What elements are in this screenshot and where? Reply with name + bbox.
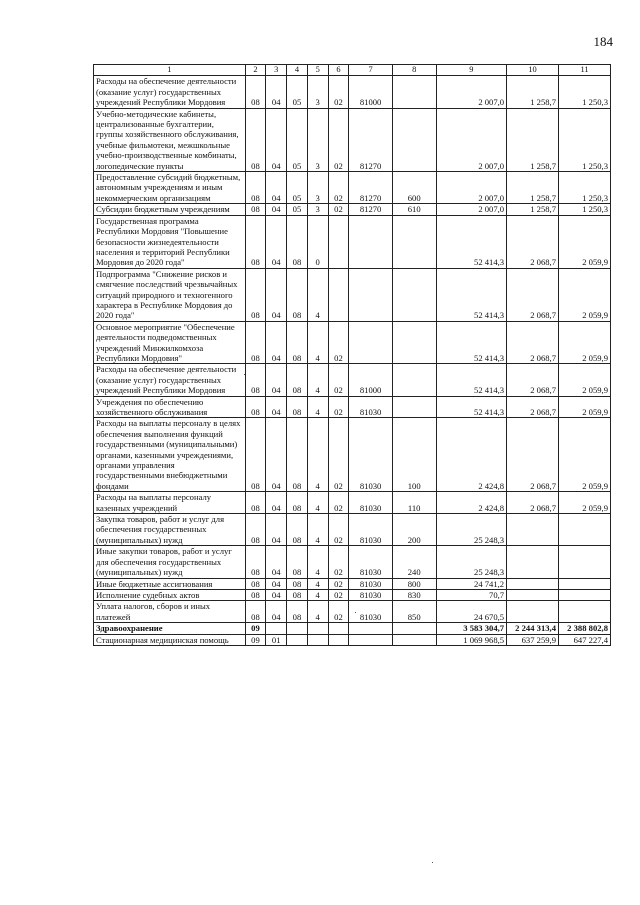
amount-col10: 637 259,9 <box>507 634 559 645</box>
code-expense-type <box>392 108 436 171</box>
amount-col9: 70,7 <box>436 589 507 600</box>
code-program <box>287 634 308 645</box>
code-section: 08 <box>245 321 266 364</box>
table-row <box>94 546 611 578</box>
amount-col11: 2 059,9 <box>559 492 611 514</box>
code-subsection: 04 <box>266 418 287 492</box>
amount-col10: 1 258,7 <box>507 172 559 204</box>
row-name: Учебно-методические кабинеты, централизованные бухгалтерии, группы хозяйственного обслуживания, учебные фильмотеки, межшкольные учебно-производственные комбинаты, логопедические пункты <box>94 108 246 171</box>
code-direction: 81000 <box>349 364 393 396</box>
code-expense-type: 830 <box>392 589 436 600</box>
code-program: 08 <box>287 268 308 321</box>
code-subprogram: 0 <box>307 215 328 268</box>
table-row <box>94 418 611 492</box>
amount-col11: 2 059,9 <box>559 418 611 492</box>
amount-col10: 2 068,7 <box>507 215 559 268</box>
row-name: Предоставление субсидий бюджетным, автономным учреждениям и иным некоммерческим организациям <box>94 172 246 204</box>
code-direction <box>349 321 393 364</box>
amount-col10: 1 258,7 <box>507 76 559 108</box>
column-header: 4 <box>287 65 308 76</box>
header-row <box>94 65 611 76</box>
row-name: Расходы на обеспечение деятельности (оказание услуг) государственных учреждений Республики Мордовия <box>94 364 246 396</box>
amount-col9: 52 414,3 <box>436 215 507 268</box>
code-expense-type: 240 <box>392 546 436 578</box>
amount-col10: 2 068,7 <box>507 418 559 492</box>
amount-col10 <box>507 578 559 589</box>
amount-col11: 2 059,9 <box>559 321 611 364</box>
column-header: 1 <box>94 65 246 76</box>
amount-col11 <box>559 546 611 578</box>
amount-col10 <box>507 589 559 600</box>
row-name: Основное мероприятие "Обеспечение деятельности подведомственных учреждений Минжилкомхоза Республики Мордовия" <box>94 321 246 364</box>
amount-col9: 24 741,2 <box>436 578 507 589</box>
code-expense-type: 800 <box>392 578 436 589</box>
code-subsection <box>266 623 287 634</box>
code-event: 02 <box>328 364 349 396</box>
code-subsection: 04 <box>266 589 287 600</box>
amount-col11 <box>559 589 611 600</box>
code-event <box>328 623 349 634</box>
code-program: 08 <box>287 215 308 268</box>
code-direction: 81030 <box>349 546 393 578</box>
code-event: 02 <box>328 578 349 589</box>
code-expense-type: 110 <box>392 492 436 514</box>
row-name: Подпрограмма "Снижение рисков и смягчение последствий чрезвычайных ситуаций природного и техногенного характера в Республике Мордовия до 2020 года" <box>94 268 246 321</box>
code-direction: 81030 <box>349 589 393 600</box>
amount-col10: 2 068,7 <box>507 492 559 514</box>
row-name: Учреждения по обеспечению хозяйственного обслуживания <box>94 396 246 418</box>
code-direction <box>349 215 393 268</box>
page-number: 184 <box>593 34 613 49</box>
code-section: 08 <box>245 268 266 321</box>
code-program: 08 <box>287 492 308 514</box>
code-direction <box>349 634 393 645</box>
code-subsection: 04 <box>266 546 287 578</box>
code-subsection: 04 <box>266 108 287 171</box>
amount-col10: 2 068,7 <box>507 364 559 396</box>
amount-col11: 2 059,9 <box>559 215 611 268</box>
amount-col9: 2 007,0 <box>436 108 507 171</box>
table-row <box>94 321 611 364</box>
amount-col11: 2 059,9 <box>559 396 611 418</box>
code-expense-type <box>392 623 436 634</box>
table-row <box>94 634 611 645</box>
code-subsection: 04 <box>266 364 287 396</box>
code-expense-type <box>392 268 436 321</box>
code-expense-type: 850 <box>392 601 436 623</box>
code-subsection: 04 <box>266 514 287 546</box>
code-program: 08 <box>287 546 308 578</box>
amount-col9: 25 248,3 <box>436 546 507 578</box>
table-row <box>94 215 611 268</box>
code-section: 08 <box>245 76 266 108</box>
amount-col10 <box>507 546 559 578</box>
row-name: Уплата налогов, сборов и иных платежей <box>94 601 246 623</box>
code-section: 09 <box>245 623 266 634</box>
code-section: 08 <box>245 396 266 418</box>
code-direction <box>349 268 393 321</box>
scan-speck <box>355 612 356 613</box>
amount-col10 <box>507 514 559 546</box>
code-subprogram: 4 <box>307 418 328 492</box>
code-event <box>328 634 349 645</box>
code-subsection: 04 <box>266 76 287 108</box>
code-section: 08 <box>245 514 266 546</box>
amount-col9: 2 007,0 <box>436 204 507 215</box>
table-row <box>94 76 611 108</box>
code-program: 08 <box>287 589 308 600</box>
code-subsection: 04 <box>266 578 287 589</box>
column-header: 5 <box>307 65 328 76</box>
column-header: 8 <box>392 65 436 76</box>
row-name: Здравоохранение <box>94 623 246 634</box>
amount-col9: 2 424,8 <box>436 418 507 492</box>
table-row <box>94 589 611 600</box>
amount-col10: 2 068,7 <box>507 321 559 364</box>
code-direction: 81030 <box>349 396 393 418</box>
amount-col11 <box>559 601 611 623</box>
code-program: 08 <box>287 578 308 589</box>
amount-col11 <box>559 514 611 546</box>
code-subsection: 04 <box>266 204 287 215</box>
code-direction: 81030 <box>349 601 393 623</box>
code-event: 02 <box>328 76 349 108</box>
code-section: 08 <box>245 546 266 578</box>
code-event <box>328 215 349 268</box>
table-row <box>94 172 611 204</box>
code-subprogram: 3 <box>307 108 328 171</box>
code-event: 02 <box>328 204 349 215</box>
code-subprogram: 4 <box>307 396 328 418</box>
code-expense-type: 100 <box>392 418 436 492</box>
code-event: 02 <box>328 108 349 171</box>
code-subsection: 04 <box>266 396 287 418</box>
column-header: 2 <box>245 65 266 76</box>
code-program: 08 <box>287 396 308 418</box>
code-subprogram: 4 <box>307 589 328 600</box>
code-expense-type <box>392 364 436 396</box>
code-section: 08 <box>245 364 266 396</box>
code-direction: 81270 <box>349 108 393 171</box>
code-event: 02 <box>328 546 349 578</box>
row-name: Субсидии бюджетным учреждениям <box>94 204 246 215</box>
row-name: Исполнение судебных актов <box>94 589 246 600</box>
code-subsection: 04 <box>266 601 287 623</box>
table-row <box>94 364 611 396</box>
code-event: 02 <box>328 514 349 546</box>
amount-col10 <box>507 601 559 623</box>
code-section: 08 <box>245 172 266 204</box>
code-direction: 81030 <box>349 514 393 546</box>
code-program: 08 <box>287 418 308 492</box>
amount-col9: 52 414,3 <box>436 396 507 418</box>
code-subsection: 04 <box>266 172 287 204</box>
code-subprogram: 3 <box>307 204 328 215</box>
code-subprogram: 4 <box>307 492 328 514</box>
code-expense-type <box>392 215 436 268</box>
code-subprogram: 4 <box>307 321 328 364</box>
budget-table <box>93 64 611 646</box>
code-expense-type: 610 <box>392 204 436 215</box>
code-expense-type: 600 <box>392 172 436 204</box>
code-direction: 81270 <box>349 172 393 204</box>
scan-speck <box>432 862 433 863</box>
amount-col9: 52 414,3 <box>436 364 507 396</box>
code-direction: 81000 <box>349 76 393 108</box>
table-row <box>94 601 611 623</box>
table-row <box>94 514 611 546</box>
code-program: 08 <box>287 514 308 546</box>
amount-col9: 3 583 304,7 <box>436 623 507 634</box>
amount-col9: 2 424,8 <box>436 492 507 514</box>
amount-col9: 2 007,0 <box>436 172 507 204</box>
code-subprogram: 3 <box>307 172 328 204</box>
table-row <box>94 492 611 514</box>
code-subsection: 01 <box>266 634 287 645</box>
table-row <box>94 108 611 171</box>
table-body <box>94 65 611 646</box>
code-subsection: 04 <box>266 268 287 321</box>
row-name: Закупка товаров, работ и услуг для обеспечения государственных (муниципальных) нужд <box>94 514 246 546</box>
code-section: 08 <box>245 215 266 268</box>
code-program: 08 <box>287 364 308 396</box>
code-direction: 81270 <box>349 204 393 215</box>
row-name: Расходы на обеспечение деятельности (оказание услуг) государственных учреждений Республики Мордовия <box>94 76 246 108</box>
amount-col11: 1 250,3 <box>559 172 611 204</box>
code-section: 08 <box>245 601 266 623</box>
amount-col11: 1 250,3 <box>559 76 611 108</box>
code-event: 02 <box>328 589 349 600</box>
amount-col10: 2 244 313,4 <box>507 623 559 634</box>
row-name: Иные бюджетные ассигнования <box>94 578 246 589</box>
amount-col9: 2 007,0 <box>436 76 507 108</box>
code-direction: 81030 <box>349 578 393 589</box>
code-subsection: 04 <box>266 215 287 268</box>
table-row <box>94 396 611 418</box>
table-row <box>94 268 611 321</box>
amount-col9: 52 414,3 <box>436 321 507 364</box>
code-event: 02 <box>328 321 349 364</box>
code-section: 08 <box>245 204 266 215</box>
code-event: 02 <box>328 601 349 623</box>
row-name: Государственная программа Республики Мордовия "Повышение безопасности жизнедеятельности населения и территорий Республики Мордовия до 2020 года" <box>94 215 246 268</box>
code-event: 02 <box>328 396 349 418</box>
code-subprogram: 4 <box>307 578 328 589</box>
code-event: 02 <box>328 492 349 514</box>
column-header: 11 <box>559 65 611 76</box>
code-event: 02 <box>328 418 349 492</box>
code-program: 05 <box>287 172 308 204</box>
column-header: 7 <box>349 65 393 76</box>
code-expense-type <box>392 634 436 645</box>
code-program: 05 <box>287 108 308 171</box>
amount-col11: 1 250,3 <box>559 204 611 215</box>
amount-col11 <box>559 578 611 589</box>
code-subprogram <box>307 634 328 645</box>
code-program: 08 <box>287 601 308 623</box>
code-program: 08 <box>287 321 308 364</box>
code-subprogram: 4 <box>307 268 328 321</box>
code-direction: 81030 <box>349 492 393 514</box>
amount-col10: 1 258,7 <box>507 108 559 171</box>
scan-speck <box>244 374 245 375</box>
code-subsection: 04 <box>266 321 287 364</box>
amount-col9: 24 670,5 <box>436 601 507 623</box>
code-section: 08 <box>245 589 266 600</box>
code-expense-type <box>392 396 436 418</box>
amount-col10: 1 258,7 <box>507 204 559 215</box>
column-header: 9 <box>436 65 507 76</box>
row-name: Расходы на выплаты персоналу казенных учреждений <box>94 492 246 514</box>
code-subprogram: 4 <box>307 364 328 396</box>
row-name: Стационарная медицинская помощь <box>94 634 246 645</box>
amount-col11: 2 388 802,8 <box>559 623 611 634</box>
code-subprogram: 3 <box>307 76 328 108</box>
column-header: 10 <box>507 65 559 76</box>
amount-col9: 52 414,3 <box>436 268 507 321</box>
code-program: 05 <box>287 204 308 215</box>
code-direction <box>349 623 393 634</box>
amount-col10: 2 068,7 <box>507 268 559 321</box>
code-event: 02 <box>328 172 349 204</box>
code-subprogram: 4 <box>307 546 328 578</box>
code-section: 08 <box>245 492 266 514</box>
code-expense-type <box>392 321 436 364</box>
amount-col11: 2 059,9 <box>559 364 611 396</box>
code-section: 08 <box>245 418 266 492</box>
row-name: Расходы на выплаты персоналу в целях обеспечения выполнения функций государственными (муниципальными) органами, казенными учреждениями, органами управления государственными внебюджетными фондами <box>94 418 246 492</box>
code-section: 08 <box>245 108 266 171</box>
code-expense-type <box>392 76 436 108</box>
code-subprogram: 4 <box>307 514 328 546</box>
code-program <box>287 623 308 634</box>
code-event <box>328 268 349 321</box>
column-header: 3 <box>266 65 287 76</box>
row-name: Иные закупки товаров, работ и услуг для обеспечения государственных (муниципальных) нужд <box>94 546 246 578</box>
amount-col11: 1 250,3 <box>559 108 611 171</box>
table-row <box>94 204 611 215</box>
column-header: 6 <box>328 65 349 76</box>
amount-col10: 2 068,7 <box>507 396 559 418</box>
amount-col11: 2 059,9 <box>559 268 611 321</box>
code-subsection: 04 <box>266 492 287 514</box>
code-section: 09 <box>245 634 266 645</box>
code-section: 08 <box>245 578 266 589</box>
code-subprogram <box>307 623 328 634</box>
code-program: 05 <box>287 76 308 108</box>
code-subprogram: 4 <box>307 601 328 623</box>
amount-col9: 1 069 968,5 <box>436 634 507 645</box>
table-row <box>94 623 611 634</box>
amount-col9: 25 248,3 <box>436 514 507 546</box>
amount-col11: 647 227,4 <box>559 634 611 645</box>
code-direction: 81030 <box>349 418 393 492</box>
table-row <box>94 578 611 589</box>
code-expense-type: 200 <box>392 514 436 546</box>
